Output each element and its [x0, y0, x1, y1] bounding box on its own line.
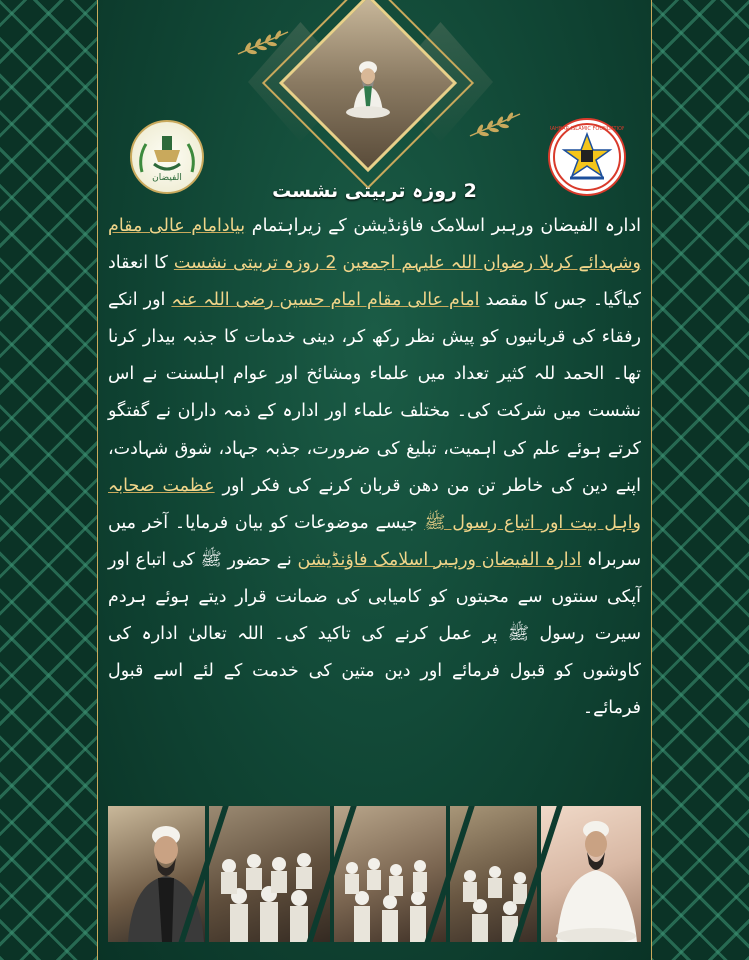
al-faizan-logo-text: الفیضان [152, 173, 182, 183]
body-phrase: نے حضور ﷺ کی اتباع اور آپکی سنتوں سے محبتوں کو کامیابی کی ضمانت قرار دیتے ہوئے ہردم سیرت رسول ﷺ پر عمل کرنے کی تاکید کی۔ اللہ تعالیٰ ادارہ کی کاوشوں کو قبول فرمائے اور دین متین کی خدمت کے لئے اسے قبول فرمائے۔ [108, 549, 641, 719]
audience-illustration-2 [334, 806, 446, 942]
body-phrase: اور انکے رفقاء کی قربانیوں کو پیش نظر رکھ کر، دینی خدمات کا جذبہ بیدار کرنا تھا۔ الحمد للہ کثیر تعداد میں علماء ومشائخ اور عوام اہلسنت نے اس نشست میں شرکت کی۔ مختلف علماء اور ادارہ کے ذمہ داران نے گفتگو کرتے ہوئے علم کی اہمیت، تبلیغ کی ضرورت، جذبہ جہاد، شوق شہادت، اپنے دین کی خاطر تن من دھن قربان کرنے کی فکر اور [108, 290, 641, 496]
rahbar-logo-text: RAHBAR ISLAMIC FOUNDATION [550, 126, 624, 132]
body-phrase: جیسے موضوعات کو بیان فرمایا۔ آخر میں سربراہ [108, 512, 641, 570]
body-phrase: کا انعقاد کیاگیا۔ جس کا مقصد [108, 253, 641, 311]
highlighted-phrase: امام عالی مقام امام حسین رضی اللہ عنہ [171, 290, 480, 311]
article-body [108, 208, 641, 727]
event-photo-strip [108, 806, 641, 942]
poster-panel [97, 0, 652, 960]
highlighted-phrase: 2 روزہ تربیتی نشست [173, 253, 337, 274]
right-lattice-border [650, 0, 749, 960]
left-lattice-border [0, 0, 97, 960]
event-photo-2 [205, 806, 330, 942]
highlighted-phrase: عظمت صحابہ واہل بیت اور اتباع رسول ﷺ [108, 475, 642, 533]
speaker-photo [279, 0, 457, 172]
body-phrase: ادارہ الفیضان ورہبر اسلامک فاؤنڈیشن کے زیراہتمام [245, 216, 641, 236]
highlighted-phrase: بیادامام عالی مقام وشہدائے کربلا رضوان اللہ علیہم اجمعین [108, 216, 641, 274]
gold-leaf-ornament-left [236, 30, 290, 56]
highlighted-phrase: ادارہ الفیضان ورہبر اسلامک فاؤنڈیشن [297, 549, 582, 570]
seated-speaker-illustration [335, 54, 401, 120]
gold-leaf-ornament-right [468, 112, 522, 138]
page-title: 2 روزہ تربیتی نشست [272, 180, 477, 202]
